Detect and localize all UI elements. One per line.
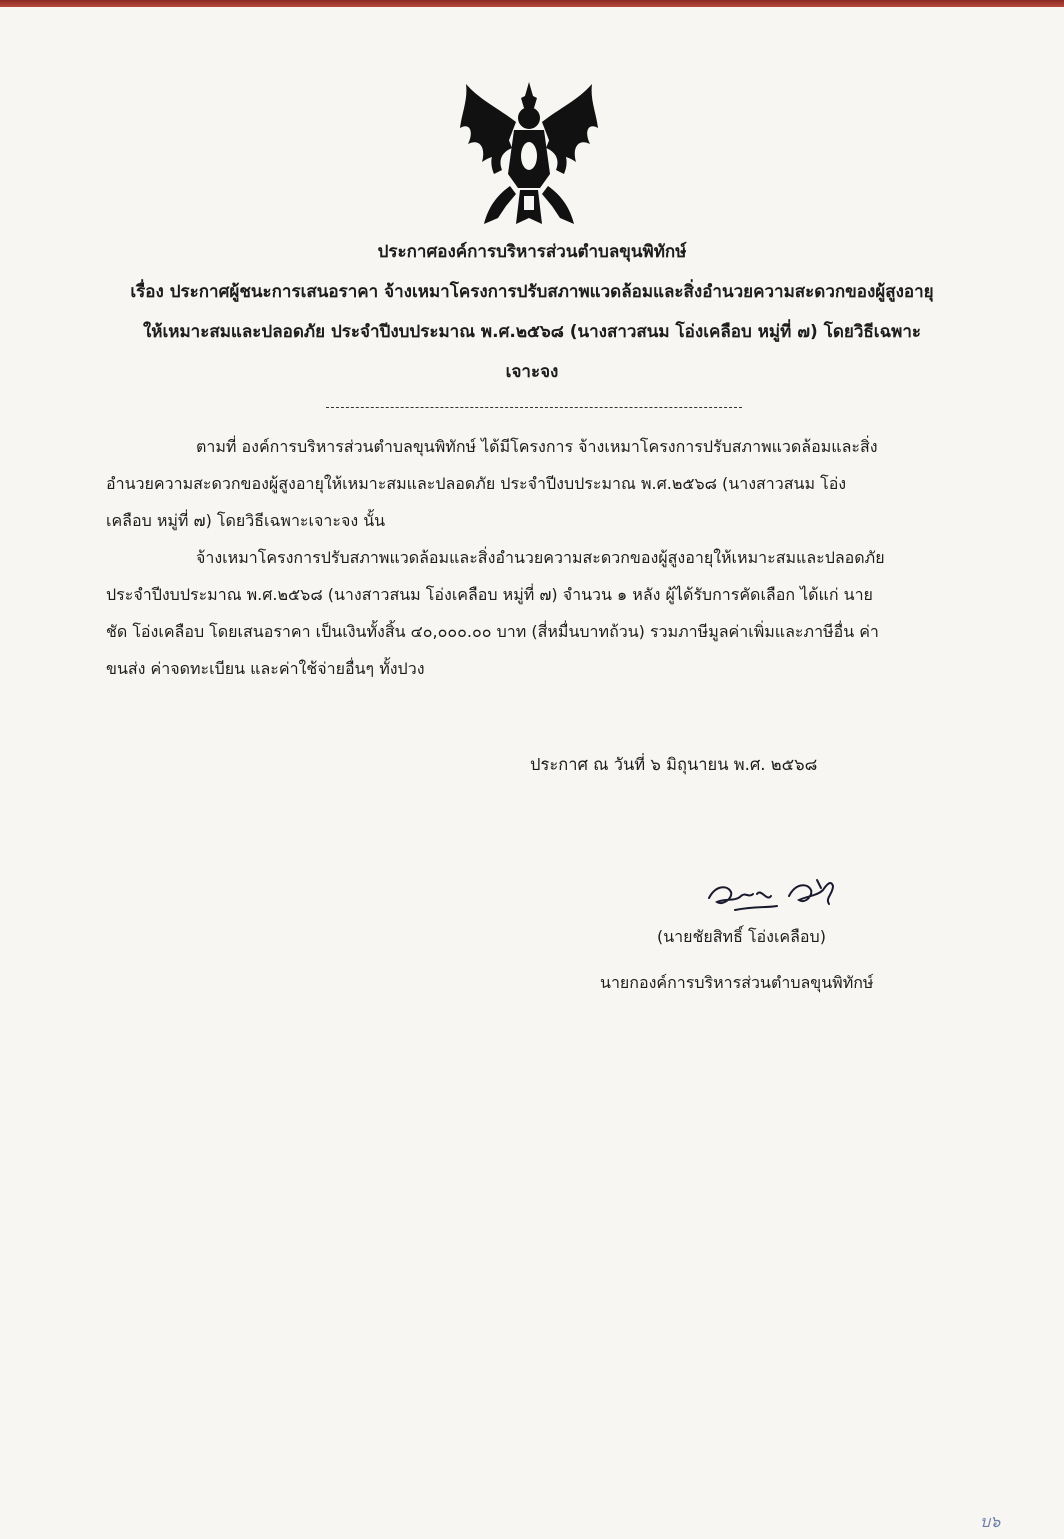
paragraph-2 bbox=[106, 539, 968, 687]
garuda-emblem-icon bbox=[458, 78, 600, 230]
body-line: ตามที่ องค์การบริหารส่วนตำบลขุนพิทักษ์ ได้มีโครงการ จ้างเหมาโครงการปรับสภาพแวดล้อมและสิ่ง bbox=[196, 437, 878, 456]
signer-name: (นายชัยสิทธิ์ โอ่งเคลือบ) bbox=[657, 927, 826, 946]
body-line: อำนวยความสะดวกของผู้สูงอายุให้เหมาะสมและปลอดภัย ประจำปีงบประมาณ พ.ศ.๒๕๖๘ (นางสาวสนม โอ่ง bbox=[106, 474, 847, 493]
subject-line-1: เรื่อง ประกาศผู้ชนะการเสนอราคา จ้างเหมาโครงการปรับสภาพแวดล้อมและสิ่งอำนวยความสะดวกของผู้สูงอายุ bbox=[130, 282, 934, 302]
page-mark: บ๖ bbox=[980, 1512, 1001, 1531]
body-line: ขนส่ง ค่าจดทะเบียน และค่าใช้จ่ายอื่นๆ ทั้งปวง bbox=[106, 659, 425, 678]
paragraph-1 bbox=[106, 428, 968, 539]
body-line: ชัด โอ่งเคลือบ โดยเสนอราคา เป็นเงินทั้งสิ้น ๔๐,๐๐๐.๐๐ บาท (สี่หมื่นบาทถ้วน) รวมภาษีมูลค่าเพิ่มและภาษีอื่น ค่า bbox=[106, 622, 879, 641]
body-content bbox=[106, 428, 968, 687]
org-title: ประกาศองค์การบริหารส่วนตำบลขุนพิทักษ์ bbox=[377, 242, 687, 262]
top-border-band bbox=[0, 0, 1064, 7]
subject-line-2: ให้เหมาะสมและปลอดภัย ประจำปีงบประมาณ พ.ศ.๒๕๖๘ (นางสาวสนม โอ่งเคลือบ หมู่ที่ ๗) โดยวิธีเฉพาะ bbox=[142, 322, 922, 342]
handwritten-signature-icon bbox=[705, 876, 840, 918]
body-line: เคลือบ หมู่ที่ ๗) โดยวิธีเฉพาะเจาะจง นั้น bbox=[106, 511, 386, 530]
signer-position: นายกองค์การบริหารส่วนตำบลขุนพิทักษ์ bbox=[600, 973, 874, 992]
separator-line bbox=[326, 407, 742, 408]
announcement-header bbox=[60, 232, 1004, 392]
announcement-date: ประกาศ ณ วันที่ ๖ มิถุนายน พ.ศ. ๒๕๖๘ bbox=[530, 755, 818, 774]
body-line: จ้างเหมาโครงการปรับสภาพแวดล้อมและสิ่งอำนวยความสะดวกของผู้สูงอายุให้เหมาะสมและปลอดภัย bbox=[196, 548, 885, 567]
subject-line-3: เจาะจง bbox=[505, 362, 559, 382]
body-line: ประจำปีงบประมาณ พ.ศ.๒๕๖๘ (นางสาวสนม โอ่งเคลือบ หมู่ที่ ๗) จำนวน ๑ หลัง ผู้ได้รับการคัดเลือก ได้แก่ นาย bbox=[106, 585, 873, 604]
